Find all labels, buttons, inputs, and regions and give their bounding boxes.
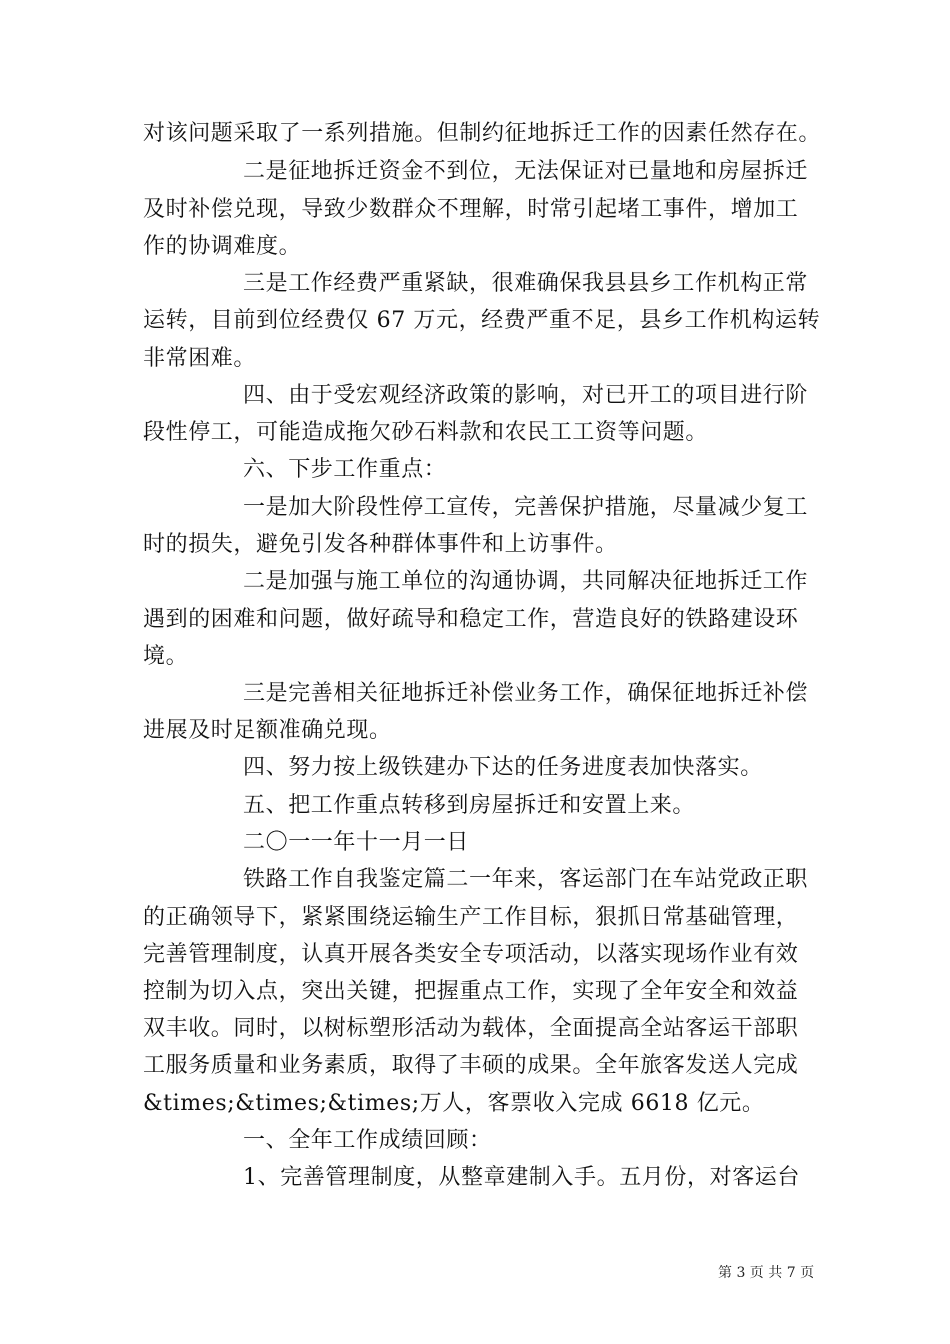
section-heading: 六、下步工作重点： bbox=[243, 457, 447, 482]
text-line: 五、把工作重点转移到房屋拆迁和安置上来。 bbox=[243, 793, 696, 818]
text-line: 时的损失，避免引发各种群体事件和上访事件。 bbox=[143, 532, 618, 557]
text-line: 三是完善相关征地拆迁补偿业务工作，确保征地拆迁补偿 bbox=[243, 681, 809, 706]
text-line: 完善管理制度，认真开展各类安全专项活动，以落实现场作业有效 bbox=[143, 942, 799, 967]
text-line: 二是征地拆迁资金不到位，无法保证对已量地和房屋拆迁 bbox=[243, 159, 809, 184]
text-line: 及时补偿兑现，导致少数群众不理解，时常引起堵工事件，增加工 bbox=[143, 197, 799, 222]
section-heading: 一、全年工作成绩回顾： bbox=[243, 1128, 492, 1153]
text-line: 三是工作经费严重紧缺，很难确保我县县乡工作机构正常 bbox=[243, 271, 809, 296]
text-line: 的正确领导下，紧紧围绕运输生产工作目标，狠抓日常基础管理， bbox=[143, 905, 799, 930]
text-line: 段性停工，可能造成拖欠砂石料款和农民工工资等问题。 bbox=[143, 420, 709, 445]
text-line: 非常困难。 bbox=[143, 346, 257, 371]
text-line: 1、完善管理制度，从整章建制入手。五月份，对客运台 bbox=[243, 1165, 800, 1190]
text-line: 境。 bbox=[143, 644, 189, 669]
text-line: 作的协调难度。 bbox=[143, 234, 302, 259]
text-line: 一是加大阶段性停工宣传，完善保护措施，尽量减少复工 bbox=[243, 495, 809, 520]
text-line: 工服务质量和业务素质，取得了丰硕的成果。全年旅客发送人完成 bbox=[143, 1053, 799, 1078]
text-line: 二是加强与施工单位的沟通协调，共同解决征地拆迁工作 bbox=[243, 569, 809, 594]
text-line: 四、努力按上级铁建办下达的任务进度表加快落实。 bbox=[243, 755, 763, 780]
text-line: 铁路工作自我鉴定篇二一年来，客运部门在车站党政正职 bbox=[243, 867, 809, 892]
text-line: 控制为切入点，突出关键，把握重点工作，实现了全年安全和效益 bbox=[143, 979, 799, 1004]
text-line: 双丰收。同时，以树标塑形活动为载体，全面提高全站客运干部职 bbox=[143, 1016, 799, 1041]
text-line: 进展及时足额准确兑现。 bbox=[143, 718, 392, 743]
text-line: 对该问题采取了一系列措施。但制约征地拆迁工作的因素任然存在。 bbox=[143, 121, 822, 146]
text-line: 运转，目前到位经费仅 67 万元，经费严重不足，县乡工作机构运转 bbox=[143, 308, 821, 333]
date-line: 二〇一一年十一月一日 bbox=[243, 830, 470, 855]
text-line: 遇到的困难和问题，做好疏导和稳定工作，营造良好的铁路建设环 bbox=[143, 607, 799, 632]
text-line: 四、由于受宏观经济政策的影响，对已开工的项目进行阶 bbox=[243, 383, 809, 408]
text-line: &times;&times;&times;万人，客票收入完成 6618 亿元。 bbox=[143, 1091, 765, 1116]
page-number-footer: 第 3 页 共 7 页 bbox=[718, 1265, 815, 1281]
